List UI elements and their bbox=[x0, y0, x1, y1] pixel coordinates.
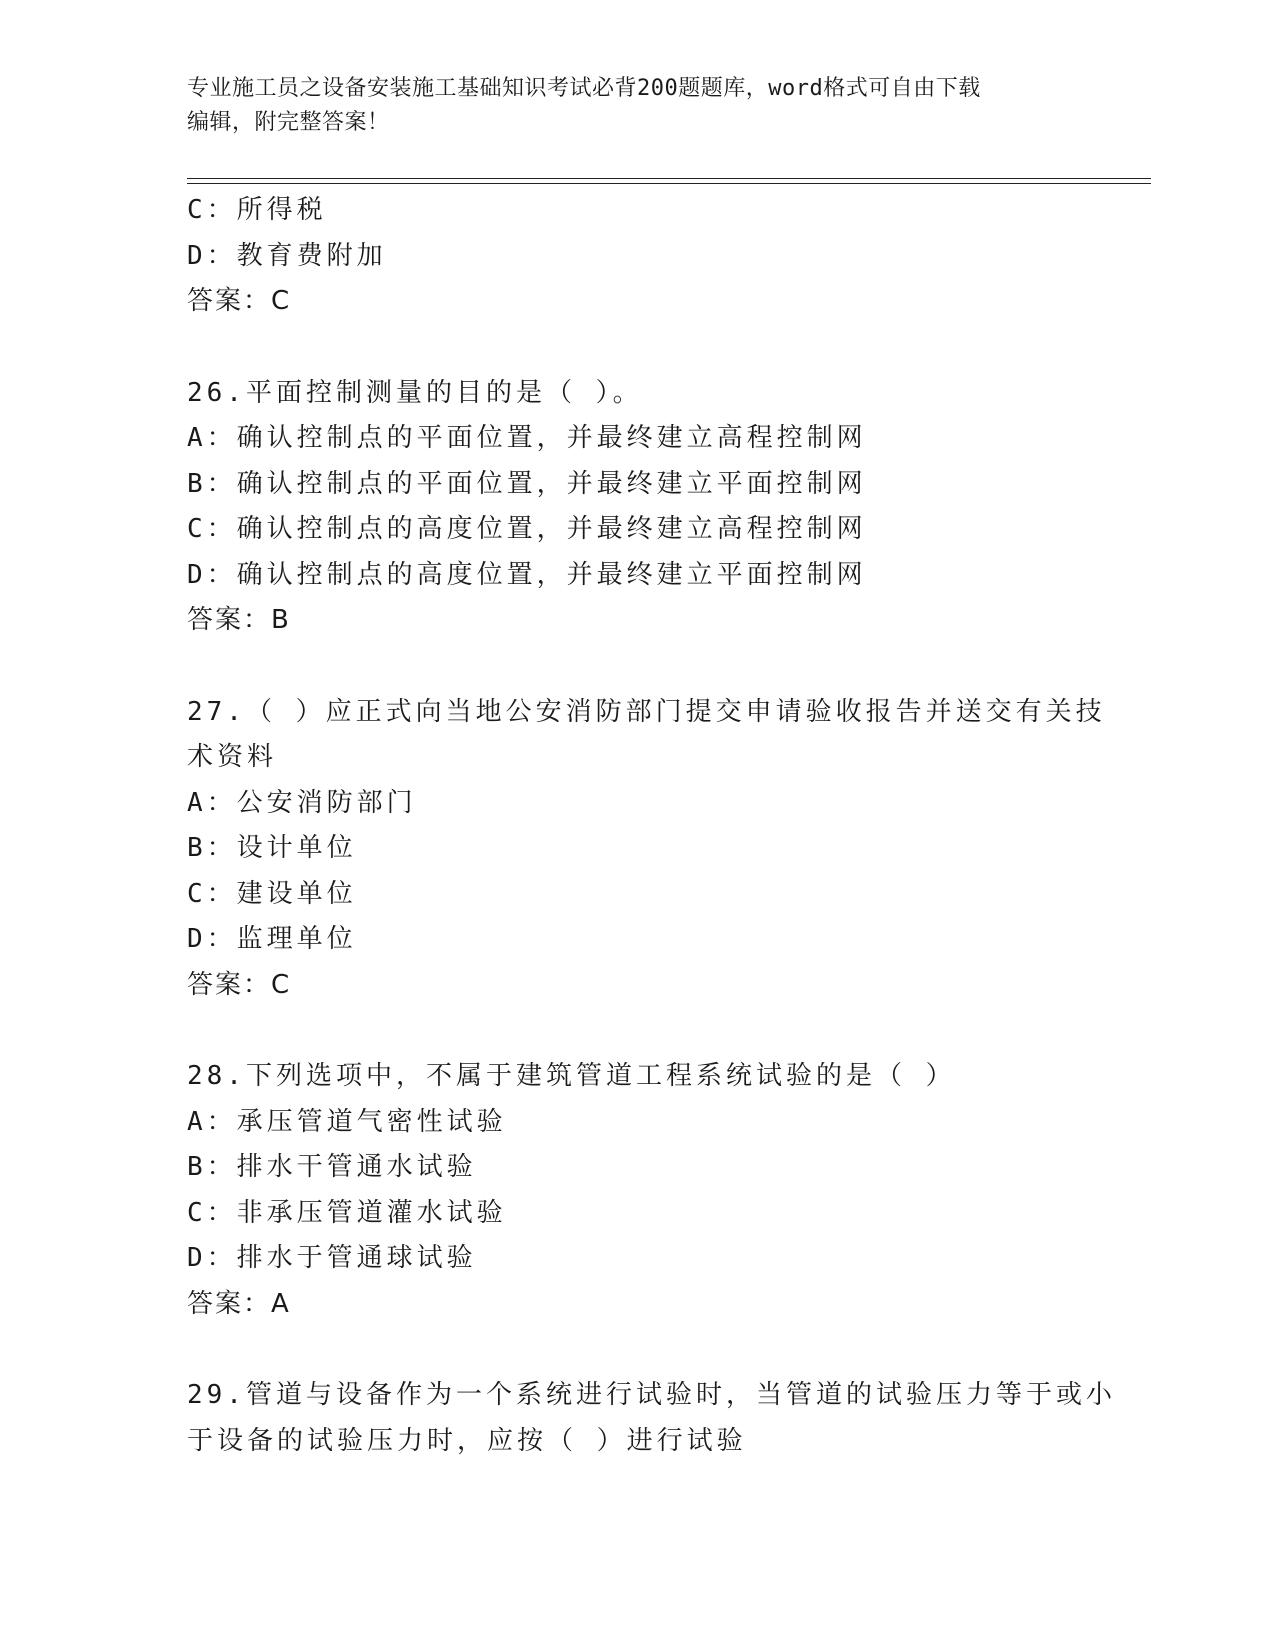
answer-line: 答案：C bbox=[187, 286, 292, 316]
option-c: C：所得税 bbox=[187, 195, 327, 225]
answer-line: 答案：A bbox=[187, 1288, 291, 1319]
question-text-line-2: 于设备的试验压力时，应按（ ）进行试验 bbox=[187, 1425, 747, 1456]
header-line-1: 专业施工员之设备安装施工基础知识考试必背200题题库，word格式可自由下载 bbox=[187, 76, 981, 101]
document-header bbox=[187, 72, 1087, 140]
question-block-27 bbox=[187, 690, 1106, 1009]
header-rule-bottom bbox=[187, 183, 1151, 184]
spacer bbox=[187, 1327, 1087, 1373]
spacer bbox=[187, 325, 1087, 371]
question-text-line-2: 术资料 bbox=[187, 742, 278, 772]
option-d: D：教育费附加 bbox=[187, 240, 387, 271]
header-line-2: 编辑，附完整答案！ bbox=[187, 110, 390, 135]
question-text: 28.下列选项中，不属于建筑管道工程系统试验的是（ ） bbox=[187, 1061, 956, 1091]
question-list bbox=[187, 188, 1116, 1464]
option-a: A：确认控制点的平面位置，并最终建立高程控制网 bbox=[187, 423, 867, 453]
question-block-28 bbox=[187, 1054, 1087, 1327]
question-block-26 bbox=[187, 371, 1087, 644]
answer-line: 答案：C bbox=[187, 969, 292, 1000]
option-d: D：确认控制点的高度位置，并最终建立平面控制网 bbox=[187, 559, 867, 590]
question-text-line-1: 29.管道与设备作为一个系统进行试验时，当管道的试验压力等于或小 bbox=[187, 1380, 1116, 1410]
option-b: B：排水干管通水试验 bbox=[187, 1152, 477, 1182]
question-text: 26.平面控制测量的目的是（ ）。 bbox=[187, 377, 643, 408]
option-b: B：确认控制点的平面位置，并最终建立平面控制网 bbox=[187, 468, 867, 499]
question-block-29 bbox=[187, 1373, 1116, 1464]
option-c: C：确认控制点的高度位置，并最终建立高程控制网 bbox=[187, 514, 867, 544]
option-d: D：排水于管通球试验 bbox=[187, 1243, 477, 1273]
answer-line: 答案：B bbox=[187, 605, 291, 635]
option-a: A：承压管道气密性试验 bbox=[187, 1106, 507, 1137]
spacer bbox=[187, 1008, 1087, 1054]
spacer bbox=[187, 644, 1087, 690]
header-rule-top bbox=[187, 178, 1151, 179]
option-d: D：监理单位 bbox=[187, 924, 357, 954]
question-block-25 bbox=[187, 188, 1087, 325]
option-b: B：设计单位 bbox=[187, 833, 357, 863]
option-c: C：建设单位 bbox=[187, 878, 357, 909]
option-a: A：公安消防部门 bbox=[187, 787, 417, 818]
question-text-line-1: 27.（ ）应正式向当地公安消防部门提交申请验收报告并送交有关技 bbox=[187, 696, 1106, 727]
option-c: C：非承压管道灌水试验 bbox=[187, 1197, 507, 1228]
